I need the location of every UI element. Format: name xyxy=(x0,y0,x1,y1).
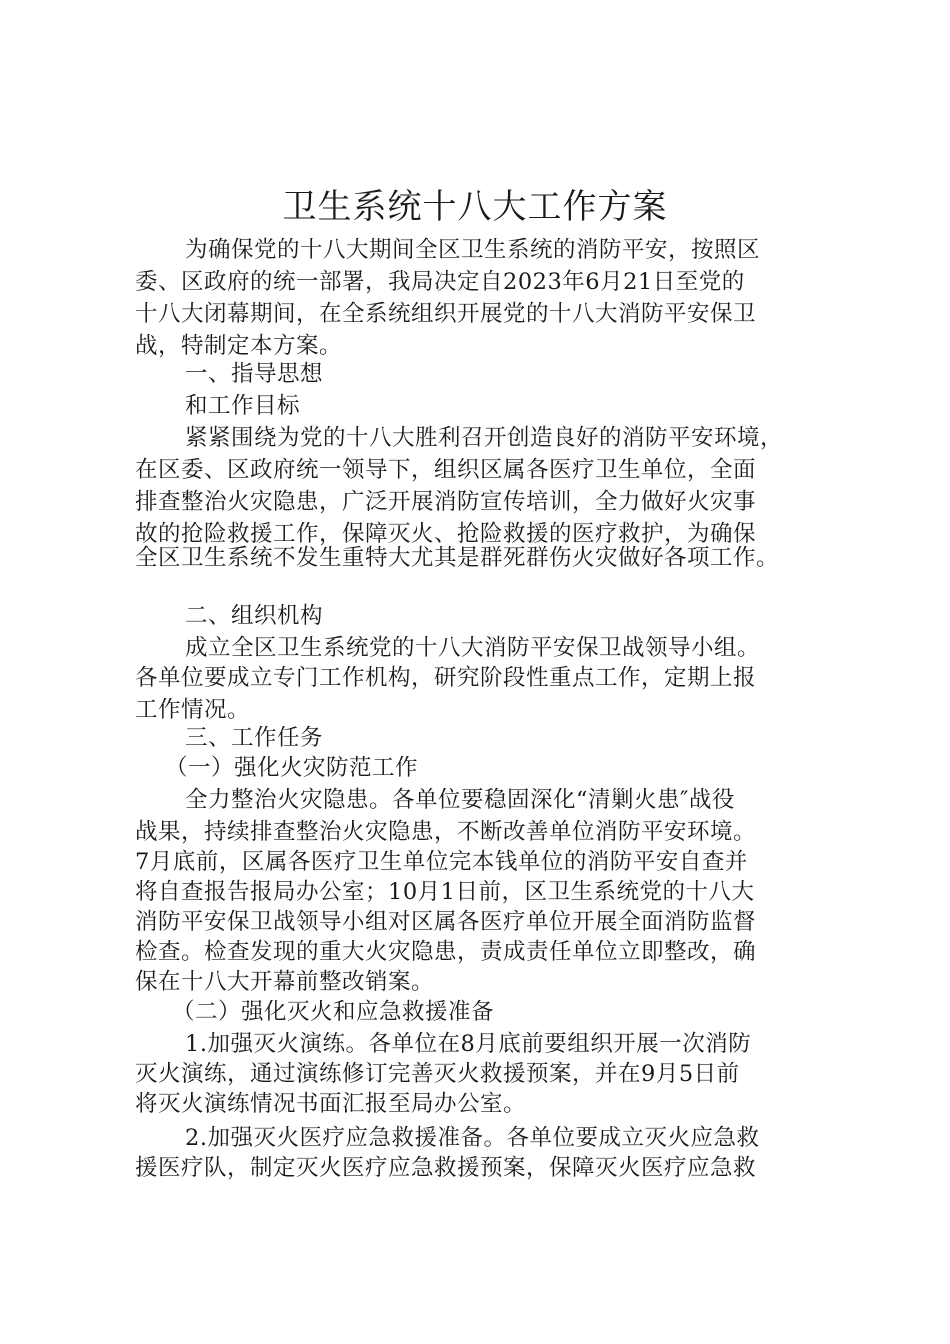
paragraph-line: 援医疗队，制定灭火医疗应急救援预案，保障灭火医疗应急救 xyxy=(135,1155,757,1181)
paragraph-line: 战果，持续排查整治火灾隐患，不断改善单位消防平安环境。 xyxy=(135,819,757,845)
paragraph-line: 7月底前，区属各医疗卫生单位完本钱单位的消防平安自查并 xyxy=(135,849,748,875)
document-title: 卫生系统十八大工作方案 xyxy=(282,187,668,227)
subsection-heading: （二）强化灭火和应急救援准备 xyxy=(172,999,495,1025)
section-heading: 二、组织机构 xyxy=(185,603,324,629)
paragraph-line: 故的抢险救援工作，保障灭火、抢险救援的医疗救护，为确保 xyxy=(135,521,757,547)
paragraph-line: 排查整治火灾隐患，广泛开展消防宣传培训，全力做好火灾事 xyxy=(135,489,757,515)
paragraph-line: 消防平安保卫战领导小组对区属各医疗单位开展全面消防监督 xyxy=(135,909,757,935)
paragraph-line: 全力整治火灾隐患。各单位要稳固深化“清剿火患″战役 xyxy=(185,787,735,813)
paragraph-line: 各单位要成立专门工作机构，研究阶段性重点工作，定期上报 xyxy=(135,665,757,691)
paragraph-line: 将自查报告报局办公室；10月1日前，区卫生系统党的十八大 xyxy=(135,879,755,905)
paragraph-line: 检查。检查发现的重大火灾隐患，责成责任单位立即整改，确 xyxy=(135,939,757,965)
paragraph-line: 将灭火演练情况书面汇报至局办公室。 xyxy=(135,1091,527,1117)
paragraph-line: 在区委、区政府统一领导下，组织区属各医疗卫生单位，全面 xyxy=(135,457,757,483)
paragraph-line: 为确保党的十八大期间全区卫生系统的消防平安，按照区 xyxy=(185,237,761,263)
section-heading: 一、指导思想 xyxy=(185,361,324,387)
section-heading-continued: 和工作目标 xyxy=(185,393,301,419)
paragraph-line: 全区卫生系统不发生重特大尤其是群死群伤火灾做好各项工作。 xyxy=(135,545,780,571)
paragraph-line: 成立全区卫生系统党的十八大消防平安保卫战领导小组。 xyxy=(185,635,761,661)
paragraph-line: 保在十八大开幕前整改销案。 xyxy=(135,969,435,995)
paragraph-line: 工作情况。 xyxy=(135,697,251,723)
section-heading: 三、工作任务 xyxy=(185,725,324,751)
paragraph-line: 战，特制定本方案。 xyxy=(135,333,343,359)
paragraph-line: 委、区政府的统一部署，我局决定自2023年6月21日至党的 xyxy=(135,269,745,295)
paragraph-line: 1.加强灭火演练。各单位在8月底前要组织开展一次消防 xyxy=(185,1031,752,1057)
paragraph-line: 十八大闭幕期间，在全系统组织开展党的十八大消防平安保卫 xyxy=(135,301,757,327)
paragraph-line: 灭火演练，通过演练修订完善灭火救援预案，并在9月5日前 xyxy=(135,1061,740,1087)
paragraph-line: 2.加强灭火医疗应急救援准备。各单位要成立灭火应急救 xyxy=(185,1125,760,1151)
subsection-heading: （一）强化火灾防范工作 xyxy=(165,755,419,781)
paragraph-line: 紧紧围绕为党的十八大胜利召开创造良好的消防平安环境， xyxy=(185,425,784,451)
